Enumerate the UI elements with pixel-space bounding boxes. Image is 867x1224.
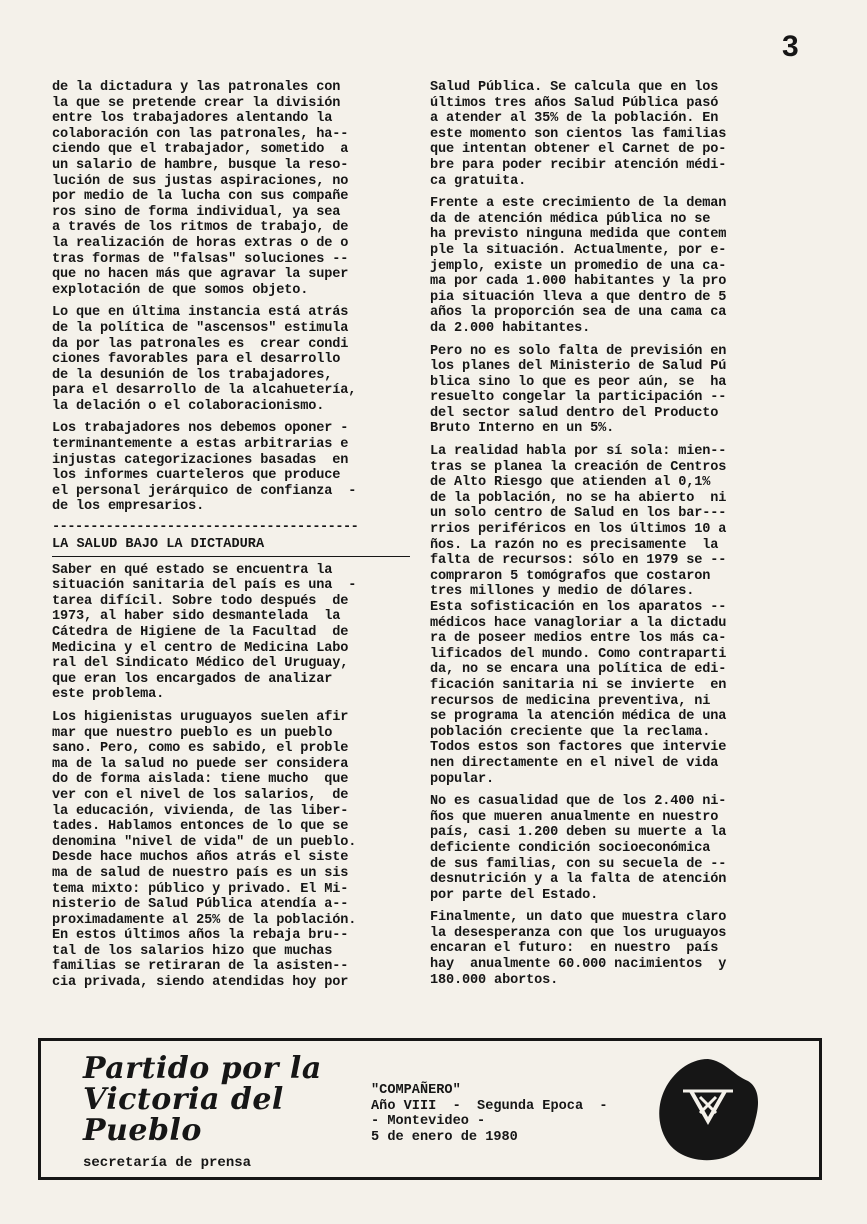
- footer-box: [38, 1038, 822, 1180]
- paragraph-growth-demand: Frente a este crecimiento de la deman da de atención médica pública no se ha previsto ninguna medida que contem ple la situación. Actualmente, por e- jemplo, existe un promedio de una ca- ma por cada 1.000 habitantes y la pro pia situación lleva a que dentro de 5 años la proporción sea de una cama ca da 2.000 habitantes.: [430, 196, 727, 336]
- party-name-line-1: Partido por la: [83, 1051, 322, 1086]
- paragraph-finally: Finalmente, un dato que muestra claro la desesperanza con que los uruguayos encaran el futuro: en nuestro país hay anualmente 60.000 nacimientos y 180.000 abortos.: [430, 910, 727, 988]
- publication-year: Año VIII - Segunda Epoca -: [371, 1098, 608, 1114]
- section-heading: LA SALUD BAJO LA DICTADURA: [52, 537, 265, 553]
- paragraph-dictatorship-division: de la dictadura y las patronales con la que se pretende crear la división entre los trabajadores alentando la colaboración con las patronales, ha-- ciendo que el trabajador, sometido a un salario de hambre, busque la reso- lución de sus justas aspiraciones, no por medio de la lucha con sus compañe ros sino de forma individual, ya sea a través de los ritmos de trabajo, de la realización de horas extras o de o tras formas de "falsas" soluciones -- que no hacen más que agravar la super explotación de que somos objeto.: [52, 80, 349, 298]
- paragraph-lack-of-planning: Pero no es solo falta de previsión en los planes del Ministerio de Salud Pú blica sino lo que es peor aún, se ha resuelto congelar la participación -- del sector salud dentro del Producto Bruto Interno en un 5%.: [430, 343, 727, 437]
- paragraph-ascensos-policy: Lo que en última instancia está atrás de la política de "ascensos" estimula da por las patronales es crear condi ciones favorables para el desarrollo de la desunión de los trabajadores, para el desarrollo de la alcahuetería, la delación o el colaboracionismo.: [52, 305, 357, 414]
- paragraph-child-deaths: No es casualidad que de los 2.400 ni- ños que mueren anualmente en nuestro país, casi 1.200 deben su muerte a la deficiente condición socioeconómica de sus familias, con su secuela de -- desnutrición y a la falta de atención por parte del Estado.: [430, 794, 727, 903]
- left-column: [52, 80, 410, 998]
- paragraph-sanitary-situation: Saber en qué estado se encuentra la situación sanitaria del país es una - tarea difícil. Sobre todo después de 1973, al haber sido desmantelada la Cátedra de Higiene de la Facultad de Medicina y el centro de Medicina Labo ral del Sindicato Médico del Uruguay, que eran los encargados de analizar este problema.: [52, 562, 357, 703]
- party-name-line-2: Victoria del: [83, 1082, 284, 1117]
- paragraph-oppose-categorizations: Los trabajadores nos debemos oponer - terminantemente a estas arbitrarias e injustas categorizaciones basadas en los informes cuarteleros que produce el personal jerárquico de confianza - de los empresarios.: [52, 421, 357, 515]
- press-secretariat-label: secretaría de prensa: [83, 1155, 252, 1171]
- paragraph-reality: La realidad habla por sí sola: mien-- tras se planea la creación de Centros de Alto Riesgo que atienden al 0,1% de la población, no se ha abierto ni un solo centro de Salud en los bar--- rrios periféricos en los últimos 10 a ños. La razón no es precisamente la falta de recursos: sólo en 1979 se -- compraron 5 tomógrafos que costaron tres millones y medio de dólares. Esta sofisticación en los aparatos -- médicos hace vanagloriar a la dictadu ra de poseer medios entre los más ca- lificados del mundo. Como contraparti da, no se encara una política de edi- ficación sanitaria ni se invierte en recursos de medicina preventiva, ni se programa la atención médica de una población creciente que la reclama. Todos estos son factores que intervie nen directamente en el nivel de vida popular.: [430, 444, 727, 787]
- party-name: [83, 1053, 322, 1146]
- dashed-separator: ----------------------------------------: [52, 522, 359, 535]
- pvp-star-emblem-icon: [653, 1055, 763, 1165]
- heading-underline: [52, 556, 410, 557]
- paragraph-public-health: Salud Pública. Se calcula que en los últimos tres años Salud Pública pasó a atender al 35% de la población. En este momento son cientos las familias que intentan obtener el Carnet de po- bre para poder recibir atención médi- ca gratuita.: [430, 80, 727, 189]
- right-column: [430, 80, 788, 995]
- party-name-line-3: Pueblo: [83, 1113, 202, 1148]
- paragraph-hygienists: Los higienistas uruguayos suelen afir mar que nuestro pueblo es un pueblo sano. Pero, como es sabido, el proble ma de la salud no puede ser considera do de forma aislada: tiene mucho que ver con el nivel de los salarios, de la educación, vivienda, de las liber- tades. Hablamos entonces de lo que se denomina "nivel de vida" de un pueblo. Desde hace muchos años atrás el siste ma de salud de nuestro país es un sis tema mixto: público y privado. El Mi- nisterio de Salud Pública atendía a-- proximadamente al 25% de la población. En estos últimos años la rebaja bru-- tal de los salarios hizo que muchas familias se retiraran de la asisten-- cia privada, siendo atendidas hoy por: [52, 709, 357, 991]
- publication-city: - Montevideo -: [371, 1114, 486, 1130]
- publication-date: 5 de enero de 1980: [371, 1129, 518, 1145]
- publication-info: [371, 1083, 651, 1145]
- page-number: 3: [782, 30, 799, 63]
- publication-title: "COMPAÑERO": [371, 1083, 461, 1098]
